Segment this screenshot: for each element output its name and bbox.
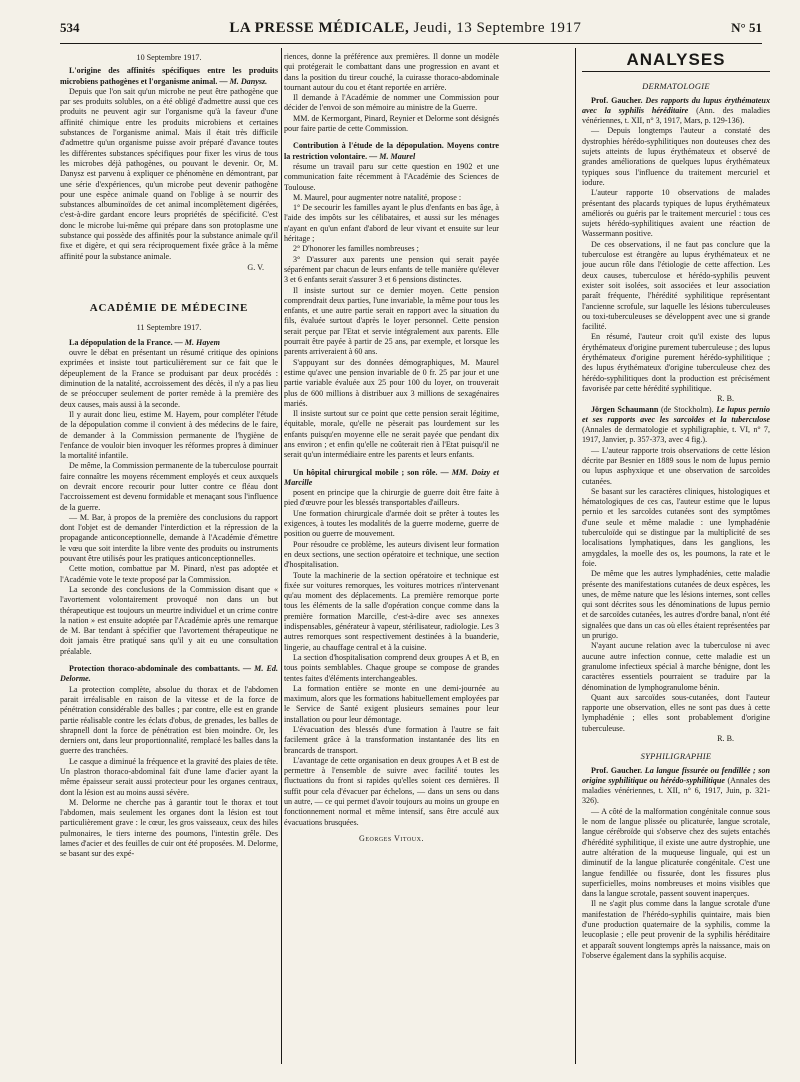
article-author: — M. Ed. Delorme. xyxy=(60,664,278,684)
paragraph: résume un travail paru sur cette question en 1902 et une communication faite récemment à l'Académie des Sciences de Toulouse. xyxy=(284,161,499,192)
review-title: Des rapports du lupus érythémateux avec la syphilis héréditaire xyxy=(582,95,770,115)
paragraph: Quant aux sarcoïdes sous-cutanées, dont l'auteur rapporte une observation, elles ne sont pas dues à cette lymphadénie ; elles sont probablement d'origine tuberculeuse. xyxy=(582,692,770,733)
review-heading xyxy=(582,96,770,127)
paragraph: De ces observations, il ne faut pas conclure que la tuberculose est étrangère au lupus érythémateux et ne joue aucun rôle dans l'étiologie de cette affection. Les deux causes, tuberculose et hérédo-syphilis peuvent exister soit isolées, soit associées et leur association paraît fréquente, l'hérédité syphilitique représentant l'ancienne scrofule, sur laquelle les lésions tuberculeuses ou toxi-tuberculeuses se développent avec une si grande facilité. xyxy=(582,239,770,332)
paragraph: M. Maurel, pour augmenter notre natalité, propose : xyxy=(293,192,462,202)
paragraph: Il insiste surtout sur ce point que cette pension serait légitime, équitable, morale, qu'elle ne pèserait pas lourdement sur les enfants puisqu'en moyenne elle ne serait payée que pendant dix ans environ ; et enfin qu'elle ne coûterait rien à l'Etat puisqu'il ne serait qu'un intermédiaire entre les parents et leurs enfants. xyxy=(284,409,499,460)
paragraph: Il y aurait donc lieu, estime M. Hayem, pour compléter l'étude de la dépopulation comme il convient à des médecins de le faire, de demander à la Commission permanente de l'hygiène de l'enfance de vouloir bien invoquer les réformes propres à diminuer la mortalité infantile. xyxy=(60,409,278,461)
paragraph: — A côté de la malformation congénitale connue sous le nom de langue plissée ou plicaturée, langue scrotale, langue cérébroïde qui s'observe chez des sujets entachés d'hérédité syphilitique, il existe une autre dystrophie, une autre altération de la muqueuse linguale, qui est un diminutif de la langue plicaturée congénitale. C'est une langue fendillée ou fissurée, dont les fissures plus superficielles, moins nombreuses et moins visibles que dans la langue scrotale, passent souvent inaperçues. xyxy=(582,806,770,899)
paragraph: S'appuyant sur des données démographiques, M. Maurel estime qu'avec une pension invariable de 0 fr. 25 par jour et une partie variable évaluée aux 25 pour 100 du loyer, on trouverait plus de 600 millions à distribuer aux 3 millions de sexagénaires mariés. xyxy=(284,357,499,408)
paragraph: Se basant sur les caractères cliniques, histologiques et hématologiques de ces cas, l'auteur estime que le lupus pernio et les sarcoïdes cutanées sont des symptômes d'une seule et même maladie : une lymphadénie tuberculoïde qui se distingue par la multiplicité de ses localisations lymphatiques, dans les ganglions, les amygdales, la moelle des os, les poumons, la rate et le foie. xyxy=(582,486,770,568)
paragraph: L'évacuation des blessés d'une formation à l'autre se fait facilement grâce à la transformation instantanée des lits en brancards de transport. xyxy=(284,725,499,755)
column-3 xyxy=(582,52,770,1067)
paragraph: Une formation chirurgicale d'armée doit se prêter à toutes les exigences, à toutes les modalités de la guerre moderne, guerre de position ou guerre de mouvement. xyxy=(284,508,499,539)
journal-masthead xyxy=(229,20,581,37)
paragraph: Il insiste surtout sur ce dernier moyen. Cette pension comprendrait deux parties, l'une invariable, la même pour tous les enfants, et une autre partie serait en rapport avec la situation du fils, évaluée surtout d'après le loyer personnel. Cette pension serait perçue par l'Etat et servie intégralement aux parents. Elle pourrait être payée à partir de 25 ans, par exemple, et lorsque les parents arriveraient à 60 ans. xyxy=(284,285,499,357)
paragraph: Cette motion, combattue par M. Pinard, n'est pas adoptée et l'Académie vote le texte proposé par la Commission. xyxy=(60,564,278,584)
article-title xyxy=(60,664,278,685)
review-heading xyxy=(582,766,770,807)
review-author-origin: (de Stockholm). xyxy=(658,404,714,414)
article-signature: Georges Vitoux. xyxy=(359,833,424,843)
article-title xyxy=(60,338,278,348)
paragraph: En résumé, l'auteur croit qu'il existe des lupus érythémateux d'origine purement tuberculeuse ; des lupus érythémateux d'origine purement hérédo-syphilitique ; des lupus érythémateux d'origine tuberculeuse chez des hérédo-syphilitiques dont la production est précisément favorisée par cette hérédité syphilitique. xyxy=(582,332,770,393)
paragraph: L'avantage de cette organisation en deux groupes A et B est de permettre à l'ensemble de suivre avec facilité toutes les fluctuations du front si rapides qu'elles soient ces dernières. Il suffit pour cela d'évacuer par échelons, — dans un sens ou dans un autre, — ce qui permet d'avoir toujours au moins un groupe en fonctionnement normal et même intensif, sans être acculé aux évacuations brusquées. xyxy=(284,755,499,827)
paragraph: — L'auteur rapporte trois observations de cette lésion décrite par Besnier en 1889 sous le nom de lupus pernio ou lupus asphyxique et une observation de sarcoïdes cutanées. xyxy=(582,445,770,486)
paragraph: De même, la Commission permanente de la tuberculose pourrait faire connaître les moyens récemment employés et ceux auxquels on devrait encore recourir pour lutter contre ce fléau dont l'accroissement est devenu formidable et menaçant sous l'influence de la guerre. xyxy=(60,461,278,512)
paragraph: Il ne s'agit plus comme dans la langue scrotale d'une manifestation de l'hérédo-syphilis quintaire, mais bien d'une production quaternaire de la syphilis, comme la leucoplasie ; elle peut provenir de la syphilis héréditaire et apparaît souvent longtemps après la naissance, mais on l'observe également dans la syphilis acquise. xyxy=(582,899,770,960)
section-title: ANALYSES xyxy=(626,52,726,69)
article-author: — M. Hayem xyxy=(172,337,220,347)
spacer xyxy=(284,134,499,141)
review-signature: R. B. xyxy=(717,394,734,404)
article-author: — M. Maurel xyxy=(367,151,416,161)
paragraph: 2° D'honorer les familles nombreuses ; xyxy=(293,244,419,254)
paragraph: — M. Bar, à propos de la première des conclusions du rapport dont l'objet est de demander l'interdiction et la répression de la propagande anticonceptionnelle, demande à l'Académie d'émettre le vœu que soit interdite la libre vente des produits ou instruments pouvant être utilisés pour les pratiques anticonceptionnelles. xyxy=(60,512,278,564)
review-reference: (Annales des maladies vénériennes, t. XII, n° 6, 1917, Juin, p. 321-326). xyxy=(582,775,770,806)
paragraph: posent en principe que la chirurgie de guerre doit être faite à pied d'œuvre pour les blessés transportables d'ailleurs. xyxy=(284,488,499,508)
article-heading: L'origine des affinités spécifiques entre les produits microbiens pathogènes et l'organisme animal. xyxy=(60,66,278,86)
paragraph: — Depuis longtemps l'auteur a constaté des dystrophies hérédo-syphilitiques non douteuses chez des sujets atteints de lupus érythémateux et observé de grandes améliorations de quelques lupus érythémateux typiques sous l'influence du traitement mercuriel et iodure. xyxy=(582,126,770,187)
review-title: Le lupus pernio et ses rapports avec les sarcoïdes et la tuberculose xyxy=(582,404,770,424)
column-divider-2 xyxy=(575,48,576,1064)
section-title: ACADÉMIE DE MÉDECINE xyxy=(89,302,249,315)
article-date: 10 Septembre 1917. xyxy=(136,53,202,62)
review-reference: (Ann. des maladies vénériennes, t. XII, n° 3, 1917, Mars, p. 129-136). xyxy=(582,105,770,126)
review-title: La langue fissurée ou fendillée ; son origine syphilitique ou hérédo-syphilitique xyxy=(582,765,770,785)
article-title xyxy=(60,66,278,87)
paragraph: Pour résoudre ce problème, les auteurs divisent leur formation en deux sections, une section opératoire et technique, une section d'hospitalisation. xyxy=(284,539,499,570)
article-title xyxy=(284,468,499,489)
review-author: Prof. Gaucher. xyxy=(591,95,643,105)
analyses-banner xyxy=(582,52,770,72)
review-author: Prof. Gaucher. xyxy=(591,765,643,775)
article-author: — M. Danysz. xyxy=(217,76,268,86)
paragraph: L'auteur rapporte 10 observations de malades présentant des placards typiques de lupus érythémateux améliorés ou guéris par le traitement mercuriel : tous ces sujets hérédo-syphilitiques avaient une réaction de Wassermann positive. xyxy=(582,188,770,239)
paragraph: MM. de Kermorgant, Pinard, Reynier et Delorme sont désignés pour faire partie de cette Commission. xyxy=(284,113,499,134)
review-reference: (Annales de dermatologie et syphiligraphie, t. VI, n° 7, 1917, Janvier, p. 357-373, avec 4 fig.). xyxy=(582,425,770,445)
review-heading xyxy=(582,405,770,446)
paragraph: Toute la machinerie de la section opératoire et technique est fixée sur voitures remorques, les voitures motrices n'intervenant qu'au moment des déplacements. La première remorque porte tous les éléments de la salle d'opération conçue comme dans la première formation Marcille, c'est-à-dire avec ses annexes indispensables, générateur à vapeur, stérilisateur, radiologie. Les 3 autres remorques sont respectivement destinées à la buanderie, lingerie, au chauffage central et à la cuisine. xyxy=(284,570,499,652)
article-body: Depuis que l'on sait qu'un microbe ne peut être pathogène que par ses produits solubles, on a été obligé d'admettre aussi que ces produits ne peuvent agir sur l'organisme qu'à la faveur d'une affinité chimique entre les produits microbiens et certaines substances de l'organisme animal. Mais il était très difficile d'admettre qu'un organisme puisse avoir préparé d'avance toutes les différentes substances spécifiques pour fixer les virus de tous les microbes déjà pathogènes, ou pouvant le devenir. Or, M. Danysz est parvenu à expliquer ce phénomène en démontrant, par une série d'expériences, qu'un microbe peut devenir pathogène pour une espèce animale quand on l'oblige à se nourrir des substances albuminoïdes de cet animal incomplètement digérées, c'est-à-dire gardant encore leurs propriétés de spécificité. C'est donc le microbe lui-même qui prépare dans son protoplasme une substance qui possède des affinités pour la substance animale qu'il fixe et digère, et qui sera réciproquement fixée grâce à la même affinité pour la substance animale. xyxy=(60,86,278,261)
column-1 xyxy=(60,52,278,1067)
rubric-title: SYPHILIGRAPHIE xyxy=(640,751,712,762)
page-number: 534 xyxy=(60,20,80,35)
header-rule xyxy=(60,43,762,44)
paragraph: M. Delorme ne cherche pas à garantir tout le thorax et tout l'abdomen, mais seulement les organes dont la lésion est tout particulièrement grave : le cœur, les gros vaisseaux, ceux des hiles pulmonaires, le tiers interne des poumons, l'intestin grêle. Des lames d'acier et des feuilles de cuir ont été proposées. M. Delorme, se basant sur des expé- xyxy=(60,797,278,859)
article-heading: La dépopulation de la France. xyxy=(69,337,173,347)
paragraph: ouvre le débat en présentant un résumé critique des opinions exprimées et insiste tout particulièrement sur ce fait que le dépeuplement de la France se produisant par deux procédés : diminution de la natalité, accroissement des décès, il n'y a pas lieu de se préoccuper seulement de porter remède à la première des deux causes, mais aussi à la seconde. xyxy=(60,348,278,409)
paragraph: De même que les autres lymphadénies, cette maladie présente des manifestations cutanées de deux espèces, les unes, de même nature que les lésions internes, sont celles qui sont décrites sous les dénominations de lupus pernio et de sarcoïdes cutanées, les autres d'ordre banal, n'ont été signalées que dans un cas où elles étaient représentées par un prurigo. xyxy=(582,569,770,641)
column-2 xyxy=(284,52,499,1067)
article-heading: Un hôpital chirurgical mobile ; son rôle. xyxy=(293,467,438,477)
spacer xyxy=(284,461,499,468)
paragraph: 3° D'assurer aux parents une pension qui serait payée séparément par chacun de leurs enfants de telle manière qu'élever 3 et 6 enfants serait s'assurer 3 et 6 pensions distinctes. xyxy=(284,254,499,285)
paragraph: riences, donne la préférence aux premières. Il donne un modèle qui protégerait le combattant dans une progression en avant et dans la position du tireur couché, la cuirasse thoraco-abdominale tournant autour du cou et étant reportée en arrière. xyxy=(284,52,499,92)
journal-name: LA PRESSE MÉDICALE, xyxy=(229,20,410,36)
article-heading: Contribution à l'étude de la dépopulation. Moyens contre la restriction volontaire. xyxy=(284,141,499,161)
paragraph: N'ayant aucune relation avec la tuberculose ni avec aucune autre infection connue, cette maladie est un granulome infectieux spécial à marche bénigne, dont les caractères essentiels pourraient se traduire par la dénomination de lymphogranulome bénin. xyxy=(582,641,770,692)
paragraph: 1° De secourir les familles ayant le plus d'enfants en bas âge, à l'aide des impôts sur les célibataires, et aussi sur les ménages n'ayant en qu'un enfant d'abord de leur vivant et ensuite sur leur héritage ; xyxy=(284,203,499,244)
paragraph: La protection complète, absolue du thorax et de l'abdomen parait irréalisable en raison de la vitesse et de la force de pénétration considérable des balles ; par contre, elle est en grande partie réalisable contre les éclats d'obus, de grenades, les balles de shrapnell dont la force de pénétration est bien moindre. Or, les derniers ont, dans leur proportionnalité, remplacé les balles dans la guerre des tranchées. xyxy=(60,684,278,756)
paragraph: La section d'hospitalisation comprend deux groupes A et B, en tous points semblables. Chaque groupe se compose de grandes tentes faites d'éléments interchangeables. xyxy=(284,652,499,683)
review-author: Jörgen Schaumann xyxy=(591,404,659,414)
review-signature: R. B. xyxy=(717,734,734,743)
column-divider-1 xyxy=(281,48,282,1064)
spacer xyxy=(582,744,770,751)
section-date: 11 Septembre 1917. xyxy=(136,322,202,332)
paragraph: La formation entière se monte en une demi-journée au maximum, alors que les formations habituellement employées par le Service de Santé exigent plusieurs semaines pour leur installation ou pour leur démontage. xyxy=(284,683,499,724)
article-title xyxy=(284,141,499,162)
paragraph: Le casque a diminué la fréquence et la gravité des plaies de tête. Un plastron thoraco-abdominal fait d'une lame d'acier ayant la même épaisseur serait aussi protecteur pour les organes centraux, dont la lésion est au moins aussi sévère. xyxy=(60,756,278,797)
article-author: — MM. Doizy et Marcille xyxy=(284,467,499,487)
continuation xyxy=(284,52,499,93)
section-spacer xyxy=(60,273,278,303)
article-signature: G. V. xyxy=(247,262,264,272)
spacer xyxy=(60,657,278,664)
page-header xyxy=(60,20,762,40)
article-heading: Protection thoraco-abdominale des combattants. xyxy=(69,664,240,674)
rubric-title: DERMATOLOGIE xyxy=(642,81,710,92)
paragraph: Il demande à l'Académie de nommer une Commission pour décider de l'envoi de son mémoire au ministre de la Guerre. xyxy=(284,93,499,113)
journal-date: Jeudi, 13 Septembre 1917 xyxy=(409,20,582,36)
paragraph: La seconde des conclusions de la Commission disant que « l'avortement volontairement provoqué non dans un but thérapeutique est toujours un meurtre individuel et un crime contre la nation » est ensuite adoptée par l'Académie après une remarque de M. Bar tendant à spécifier que l'avortement thérapeutique ne doit jamais être pratiqué sans qu'il y ait eu une consultation préalable. xyxy=(60,584,278,656)
issue-number: N° 51 xyxy=(731,20,762,35)
